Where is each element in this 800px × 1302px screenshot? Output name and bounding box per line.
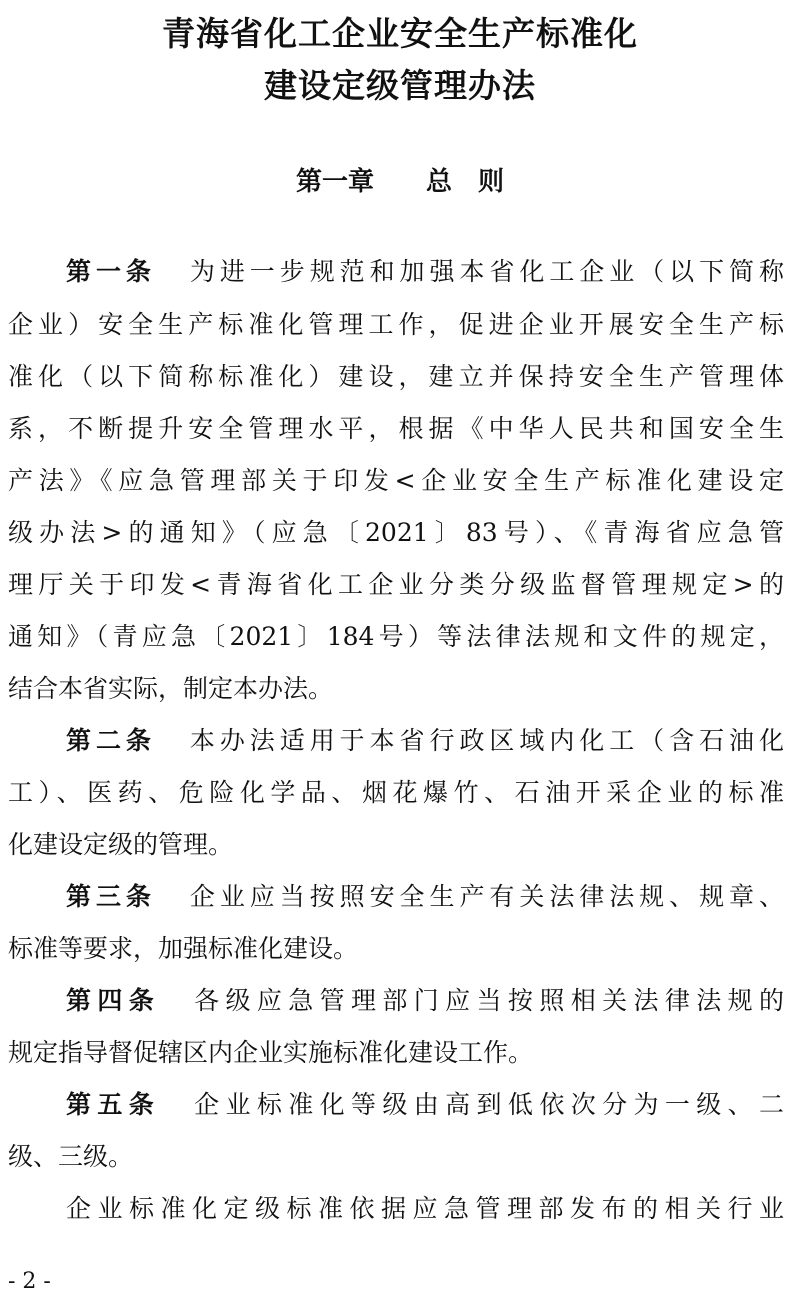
article-4-line-2: 规定指导督促辖区内企业实施标准化建设工作。 <box>8 1038 534 1067</box>
chapter-heading: 第一章 总 则 <box>295 167 504 197</box>
article-5-text: 企业标准化等级由高到低依次分为一级、二 <box>194 1090 784 1119</box>
article-2-line-2: 工）、医药、危险化学品、烟花爆竹、石油开采企业的标准 <box>8 778 784 807</box>
article-1-text: 为进一步规范和加强本省化工企业（以下简称 <box>189 257 784 286</box>
article-4-line-1 <box>66 981 784 1021</box>
document-title-line-1: 青海省化工企业安全生产标准化 <box>162 14 638 53</box>
article-2-text: 本办法适用于本省行政区域内化工（含石油化 <box>189 726 784 755</box>
article-1-line-2: 企业）安全生产标准化管理工作，促进企业开展安全生产标 <box>8 310 784 339</box>
article-2-line-3: 化建设定级的管理。 <box>8 830 234 859</box>
document-title-line-2: 建设定级管理办法 <box>264 66 536 105</box>
article-1-line-4: 系，不断提升安全管理水平，根据《中华人民共和国安全生 <box>8 414 784 443</box>
article-4-text: 各级应急管理部门应当按照相关法律法规的 <box>194 986 784 1015</box>
article-1-line-8: 通知》（青应急〔2021〕184号）等法律法规和文件的规定， <box>8 622 784 651</box>
article-3-label: 第三条 <box>66 882 156 911</box>
article-5-line-1 <box>66 1085 784 1125</box>
article-1-line-1 <box>66 252 784 292</box>
article-1-line-5: 产法》《应急管理部关于印发<企业安全生产标准化建设定 <box>8 466 784 495</box>
article-1-line-7: 理厅关于印发<青海省化工企业分类分级监督管理规定>的 <box>8 570 784 599</box>
article-3-line-2: 标准等要求，加强标准化建设。 <box>8 934 359 963</box>
article-5-label: 第五条 <box>66 1090 161 1119</box>
article-4-label: 第四条 <box>66 986 161 1015</box>
article-1-line-9: 结合本省实际，制定本办法。 <box>8 674 334 703</box>
page-number: - 2 - <box>8 1269 51 1294</box>
article-2-label: 第二条 <box>66 726 156 755</box>
article-3-text: 企业应当按照安全生产有关法律法规、规章、 <box>189 882 784 911</box>
article-1-line-3: 准化（以下简称标准化）建设，建立并保持安全生产管理体 <box>8 362 784 391</box>
paragraph-line-1: 企业标准化定级标准依据应急管理部发布的相关行业 <box>66 1194 784 1223</box>
article-5-line-2: 级、三级。 <box>8 1142 134 1171</box>
article-2-line-1 <box>66 721 784 761</box>
article-3-line-1 <box>66 877 784 917</box>
article-1-label: 第一条 <box>66 257 156 286</box>
article-1-line-6: 级办法>的通知》（应急〔2021〕83号）、《青海省应急管 <box>8 518 784 547</box>
